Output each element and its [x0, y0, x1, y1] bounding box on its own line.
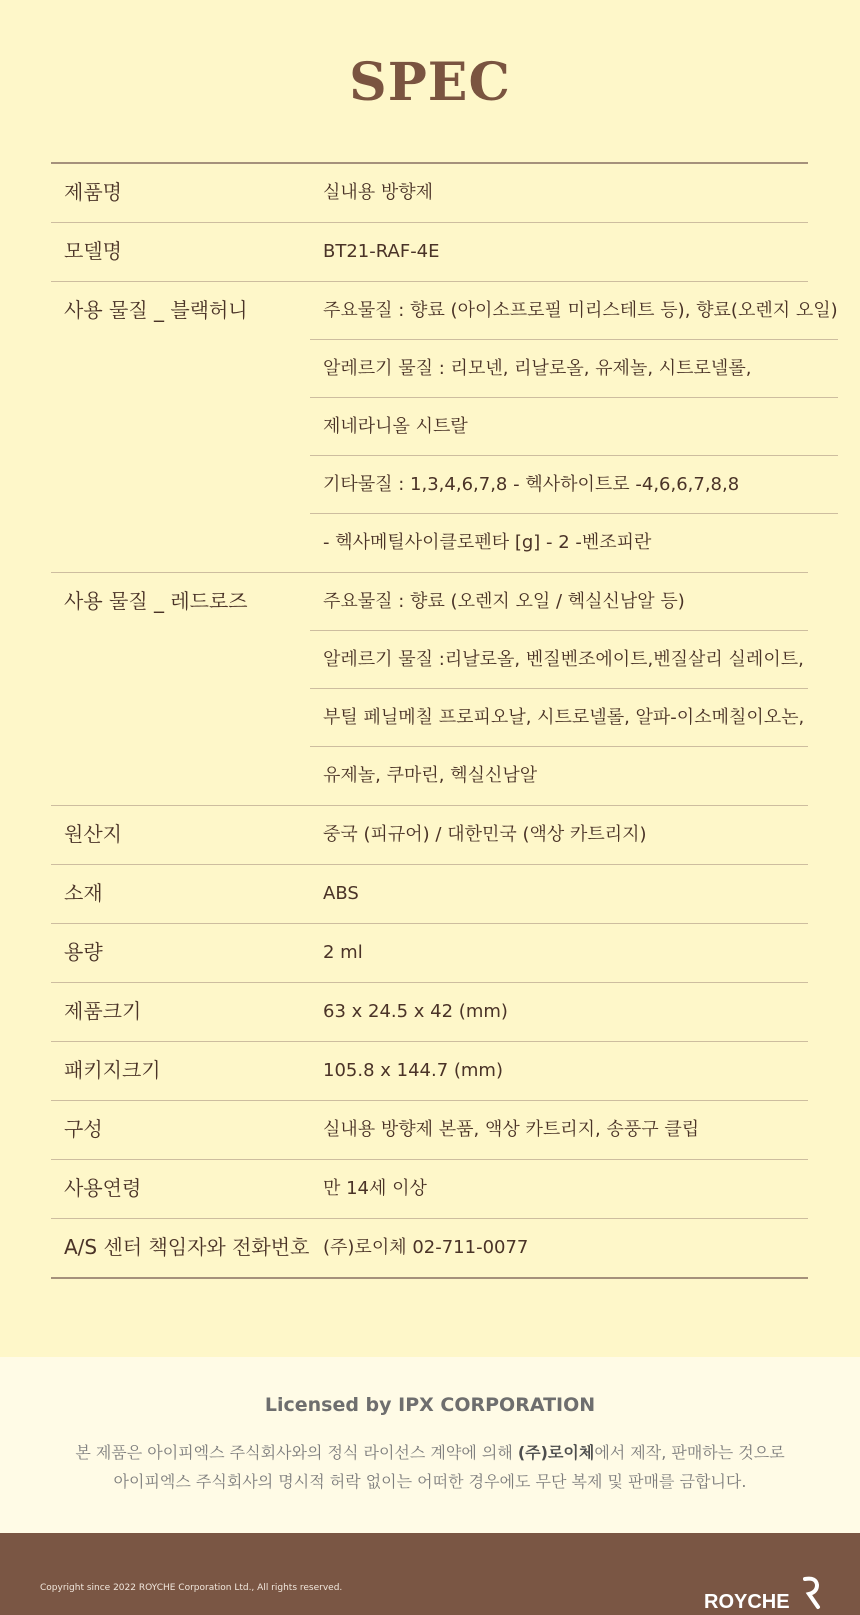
- license-notice-line-2: 아이피엑스 주식회사의 명시적 허락 없이는 어떠한 경우에도 무단 복제 및 판매를 금합니다.: [113, 1472, 747, 1491]
- spec-row: [51, 1160, 808, 1219]
- spec-value: BT21-RAF-4E: [323, 241, 440, 262]
- spec-label: 원산지: [64, 822, 122, 846]
- spec-row: [51, 983, 808, 1042]
- spec-values: [310, 282, 838, 572]
- spec-row: [51, 282, 838, 573]
- spec-value: 부틸 페닐메칠 프로피오날, 시트로넬롤, 알파-이소메칠이오논,: [310, 689, 808, 747]
- spec-label: 사용 물질 _ 블랙허니: [64, 298, 248, 322]
- spec-label: 용량: [64, 940, 103, 964]
- spec-value: 제네라니올 시트랄: [310, 398, 838, 456]
- spec-row: [51, 806, 808, 865]
- spec-value: 알레르기 물질 :리날로올, 벤질벤조에이트,벤질살리 실레이트,: [310, 631, 808, 689]
- spec-table: [51, 162, 838, 1279]
- spec-label: 사용연령: [64, 1176, 142, 1200]
- spec-value: - 헥사메틸사이클로펜타 [g] - 2 -벤조피란: [323, 532, 652, 553]
- royche-logo: [704, 1573, 824, 1613]
- spec-label: 제품크기: [64, 999, 142, 1023]
- spec-values: [310, 1219, 808, 1277]
- spec-label: A/S 센터 책임자와 전화번호: [64, 1235, 310, 1259]
- license-heading: Licensed by IPX CORPORATION: [264, 1394, 596, 1416]
- spec-row: [51, 924, 808, 983]
- spec-row: [51, 223, 808, 282]
- spec-value: 주요물질 : 향료 (아이소프로필 미리스테트 등), 향료(오렌지 오일): [310, 282, 838, 340]
- spec-values: [310, 164, 808, 222]
- spec-values: [310, 1042, 808, 1100]
- page-title: SPEC: [349, 52, 511, 113]
- spec-values: [310, 865, 808, 923]
- spec-row: [51, 164, 808, 223]
- spec-value: 유제놀, 쿠마린, 헥실신남알: [323, 765, 538, 786]
- spec-values: [310, 573, 808, 805]
- company-name: (주)로이체: [517, 1443, 595, 1462]
- spec-label: 사용 물질 _ 레드로즈: [64, 589, 248, 613]
- spec-value: ABS: [323, 883, 359, 904]
- spec-row: [51, 1101, 808, 1160]
- spec-values: [310, 983, 808, 1041]
- spec-values: [310, 223, 808, 281]
- spec-label: 소재: [64, 881, 103, 905]
- logo-mark: [805, 1579, 818, 1607]
- spec-values: [310, 924, 808, 982]
- license-notice-line-1: [0, 1440, 860, 1463]
- spec-row: [51, 1219, 808, 1277]
- spec-value: (주)로이체 02-711-0077: [323, 1237, 529, 1258]
- spec-row: [51, 1042, 808, 1101]
- license-section: [0, 1357, 860, 1533]
- spec-row: [51, 573, 808, 806]
- spec-label: 패키지크기: [64, 1058, 161, 1082]
- spec-label: 제품명: [64, 180, 122, 204]
- spec-label: 구성: [64, 1117, 103, 1141]
- spec-value: 실내용 방향제 본품, 액상 카트리지, 송풍구 클립: [323, 1119, 700, 1140]
- spec-value: 실내용 방향제: [323, 182, 434, 203]
- spec-value: 주요물질 : 향료 (오렌지 오일 / 헥실신남알 등): [310, 573, 808, 631]
- logo-text: ROYCHE: [704, 1591, 790, 1613]
- spec-value: 2 ml: [323, 942, 363, 963]
- spec-value: 63 x 24.5 x 42 (mm): [323, 1001, 508, 1022]
- footer: [0, 1533, 860, 1615]
- spec-value: 알레르기 물질 : 리모넨, 리날로올, 유제놀, 시트로넬롤,: [310, 340, 838, 398]
- spec-value: 중국 (피규어) / 대한민국 (액상 카트리지): [323, 824, 647, 845]
- spec-values: [310, 806, 808, 864]
- spec-row: [51, 865, 808, 924]
- license-notice-prefix: 본 제품은 아이피엑스 주식회사와의 정식 라이선스 계약에 의해: [75, 1443, 518, 1462]
- spec-value: 105.8 x 144.7 (mm): [323, 1060, 503, 1081]
- spec-value: 만 14세 이상: [323, 1178, 427, 1199]
- spec-value: 기타물질 : 1,3,4,6,7,8 - 헥사하이트로 -4,6,6,7,8,8: [310, 456, 838, 514]
- copyright-text: Copyright since 2022 ROYCHE Corporation Ltd., All rights reserved.: [40, 1583, 343, 1593]
- spec-label: 모델명: [64, 239, 122, 263]
- spec-values: [310, 1101, 808, 1159]
- license-notice-suffix: 에서 제작, 판매하는 것으로: [594, 1443, 785, 1462]
- spec-values: [310, 1160, 808, 1218]
